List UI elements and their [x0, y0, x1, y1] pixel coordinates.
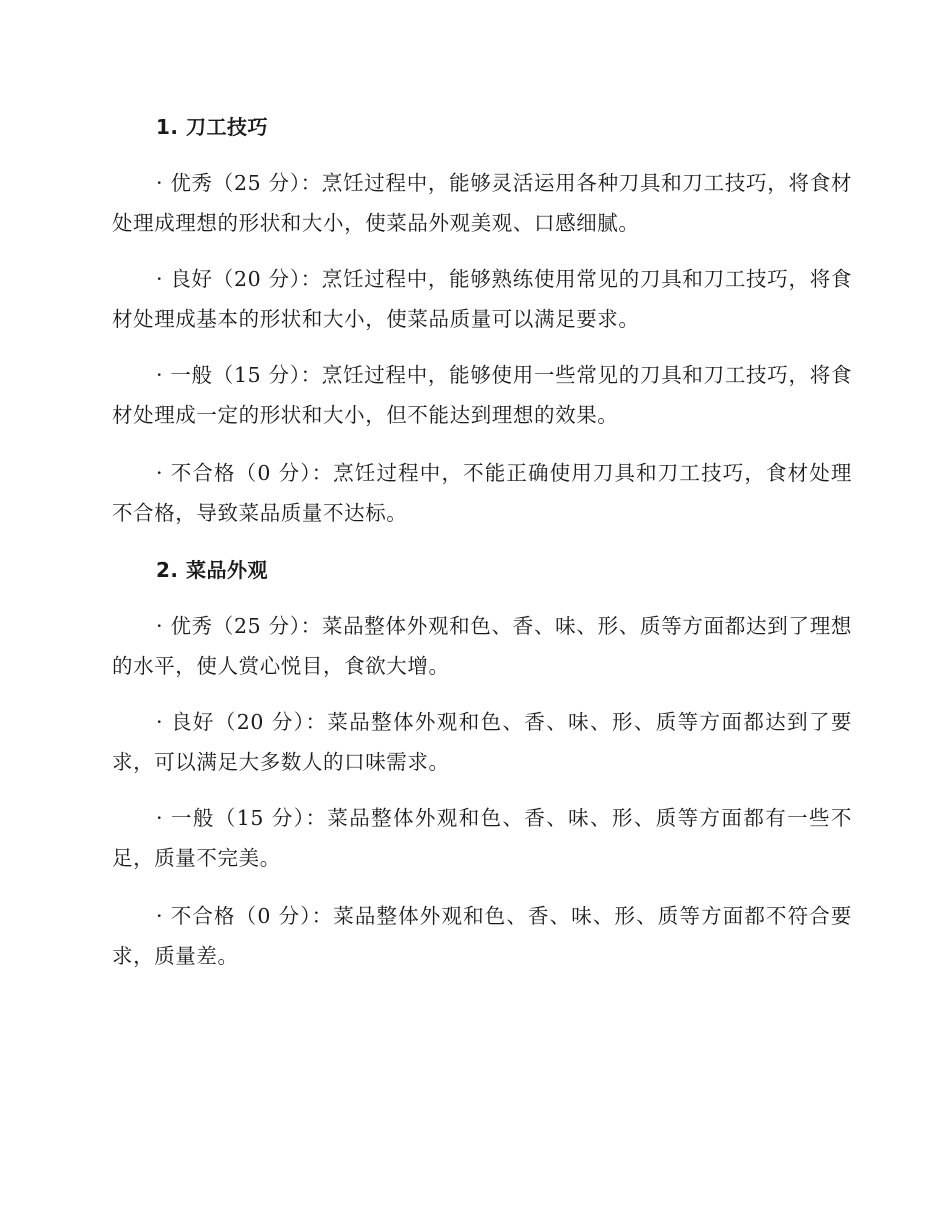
section-heading-appearance: 2. 菜品外观 — [156, 558, 268, 582]
criteria-item-knife-good: · 良好（20 分）：烹饪过程中，能够熟练使用常见的刀具和刀工技巧，将食材处理成基本的形状和大小，使菜品质量可以满足要求。 — [112, 267, 852, 331]
criteria-item-knife-excellent: · 优秀（25 分）：烹饪过程中，能够灵活运用各种刀具和刀工技巧，将食材处理成理想的形状和大小，使菜品外观美观、口感细腻。 — [112, 171, 852, 235]
criteria-item-appearance-excellent: · 优秀（25 分）：菜品整体外观和色、香、味、形、质等方面都达到了理想的水平，使人赏心悦目，食欲大增。 — [112, 614, 852, 678]
section-heading-knife-skills: 1. 刀工技巧 — [156, 115, 268, 139]
criteria-item-appearance-good: · 良好（20 分）：菜品整体外观和色、香、味、形、质等方面都达到了要求，可以满足大多数人的口味需求。 — [112, 710, 852, 774]
criteria-item-knife-average: · 一般（15 分）：烹饪过程中，能够使用一些常见的刀具和刀工技巧，将食材处理成一定的形状和大小，但不能达到理想的效果。 — [112, 363, 852, 427]
criteria-item-appearance-average: · 一般（15 分）：菜品整体外观和色、香、味、形、质等方面都有一些不足，质量不完美。 — [112, 806, 852, 870]
criteria-item-appearance-fail: · 不合格（0 分）：菜品整体外观和色、香、味、形、质等方面都不符合要求，质量差。 — [112, 904, 852, 968]
criteria-item-knife-fail: · 不合格（0 分）：烹饪过程中，不能正确使用刀具和刀工技巧，食材处理不合格，导致菜品质量不达标。 — [112, 461, 852, 525]
